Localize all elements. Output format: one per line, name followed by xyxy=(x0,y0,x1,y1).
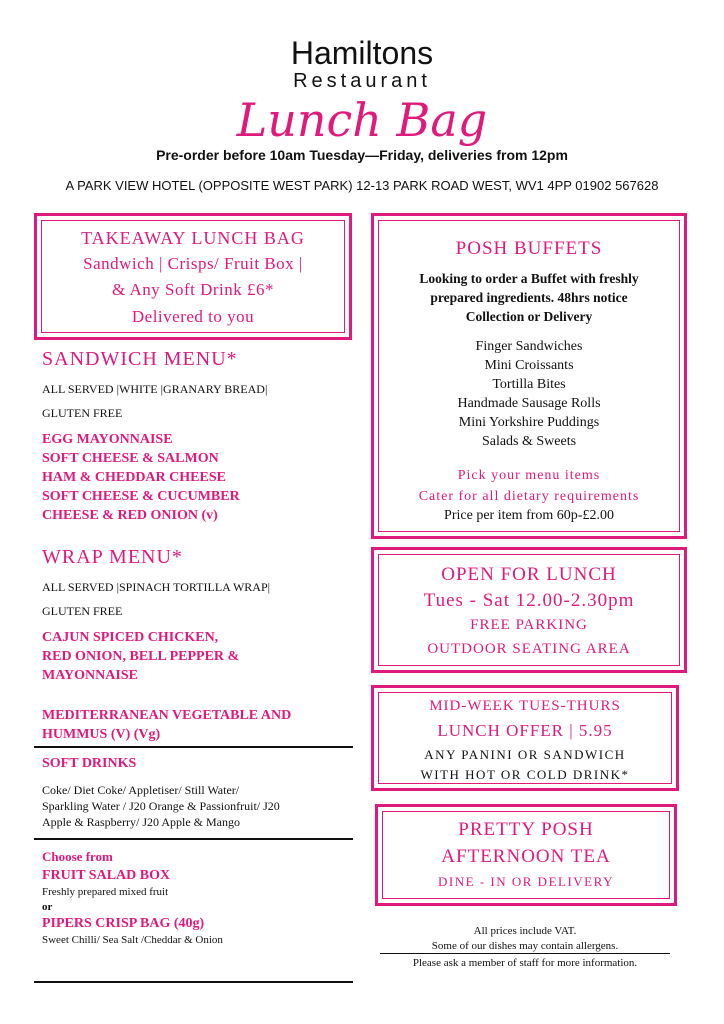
takeaway-box xyxy=(34,213,352,340)
fruit-salad-title: FRUIT SALAD BOX xyxy=(42,868,171,883)
menu-item: HAM & CHEDDAR CHEESE xyxy=(42,470,226,485)
open-heading: OPEN FOR LUNCH xyxy=(441,564,617,585)
drinks-line: Coke/ Diet Coke/ Appletiser/ Still Water/ xyxy=(42,783,240,797)
open-for-lunch-box xyxy=(371,547,687,673)
wrap-heading: WRAP MENU* xyxy=(42,546,183,568)
choose-section xyxy=(42,848,223,948)
takeaway-heading: TAKEAWAY LUNCH BAG xyxy=(81,228,305,248)
posh-buffets-box xyxy=(371,213,687,539)
menu-item-line: RED ONION, BELL PEPPER & xyxy=(42,649,240,664)
posh-pick: Pick your menu items xyxy=(457,468,601,483)
drinks-list xyxy=(42,782,280,830)
or-label: or xyxy=(42,901,53,913)
buffet-item: Mini Croissants xyxy=(484,358,574,373)
menu-item-line: MAYONNAISE xyxy=(42,668,138,683)
menu-item: CHEESE & RED ONION (v) xyxy=(42,508,218,523)
divider xyxy=(34,981,353,983)
menu-item: EGG MAYONNAISE xyxy=(42,432,173,447)
open-seating: OUTDOOR SEATING AREA xyxy=(427,641,631,657)
menu-item-line: HUMMUS (V) (Vg) xyxy=(42,727,161,742)
divider xyxy=(34,746,353,748)
tea-heading: AFTERNOON TEA xyxy=(441,846,611,867)
crisp-bag-desc: Sweet Chilli/ Sea Salt /Cheddar & Onion xyxy=(42,934,223,946)
menu-item-line: CAJUN SPICED CHICKEN, xyxy=(42,630,219,645)
tea-heading: PRETTY POSH xyxy=(458,819,594,840)
wrap-item-mediterranean xyxy=(42,706,291,744)
buffet-item: Salads & Sweets xyxy=(481,434,577,449)
midweek-line: ANY PANINI OR SANDWICH xyxy=(424,747,626,762)
midweek-line: MID-WEEK TUES-THURS xyxy=(429,698,621,714)
posh-intro: prepared ingredients. 48hrs notice xyxy=(430,290,628,305)
crisp-bag-title: PIPERS CRISP BAG (40g) xyxy=(42,916,205,931)
midweek-offer: LUNCH OFFER | 5.95 xyxy=(437,721,613,740)
page-title: Lunch Bag xyxy=(236,93,488,147)
tea-dine: DINE - IN OR DELIVERY xyxy=(438,874,614,889)
posh-cater: Cater for all dietary requirements xyxy=(418,489,640,504)
fruit-salad-desc: Freshly prepared mixed fruit xyxy=(42,886,169,898)
footer-allergens: Some of our dishes may contain allergens. xyxy=(380,939,670,954)
preorder-notice: Pre-order before 10am Tuesday—Friday, deliveries from 12pm xyxy=(156,147,568,163)
drinks-line: Apple & Raspberry/ J20 Apple & Mango xyxy=(42,815,240,829)
open-parking: FREE PARKING xyxy=(470,617,588,633)
choose-label: Choose from xyxy=(42,849,113,864)
posh-heading: POSH BUFFETS xyxy=(455,238,603,259)
posh-price: Price per item from 60p-£2.00 xyxy=(444,508,614,523)
wrap-gluten: GLUTEN FREE xyxy=(42,604,123,618)
sandwich-heading: SANDWICH MENU* xyxy=(42,348,238,370)
buffet-item: Finger Sandwiches xyxy=(475,339,583,354)
sandwich-served: ALL SERVED |WHITE |GRANARY BREAD| xyxy=(42,382,268,396)
footer-vat: All prices include VAT. xyxy=(473,925,577,937)
restaurant-name: Hamiltons xyxy=(290,35,434,71)
wrap-item-cajun xyxy=(42,628,239,685)
restaurant-subtitle: Restaurant xyxy=(293,70,431,92)
open-hours: Tues - Sat 12.00-2.30pm xyxy=(423,590,635,611)
afternoon-tea-box xyxy=(375,804,677,906)
divider xyxy=(34,838,353,840)
buffet-item: Mini Yorkshire Puddings xyxy=(458,415,600,430)
menu-item: SOFT CHEESE & SALMON xyxy=(42,451,219,466)
posh-intro: Looking to order a Buffet with freshly xyxy=(419,271,639,286)
menu-item-line: MEDITERRANEAN VEGETABLE AND xyxy=(42,708,292,723)
menu-item: SOFT CHEESE & CUCUMBER xyxy=(42,489,240,504)
footer-staff: Please ask a member of staff for more information. xyxy=(412,957,638,969)
buffet-item: Handmade Sausage Rolls xyxy=(457,396,601,411)
drinks-line: Sparkling Water / J20 Orange & Passionfruit/ J20 xyxy=(42,799,280,813)
buffet-item: Tortilla Bites xyxy=(492,377,566,392)
drinks-heading: SOFT DRINKS xyxy=(42,756,137,771)
takeaway-line: & Any Soft Drink £6* xyxy=(111,280,275,299)
takeaway-line: Delivered to you xyxy=(131,307,255,326)
midweek-line: WITH HOT OR COLD DRINK* xyxy=(420,767,630,782)
wrap-served: ALL SERVED |SPINACH TORTILLA WRAP| xyxy=(42,580,271,594)
sandwich-gluten: GLUTEN FREE xyxy=(42,406,123,420)
midweek-offer-box xyxy=(371,685,679,791)
address-line: A PARK VIEW HOTEL (OPPOSITE WEST PARK) 12-13 PARK ROAD WEST, WV1 4PP 01902 567628 xyxy=(65,178,659,193)
takeaway-line: Sandwich | Crisps/ Fruit Box | xyxy=(83,254,303,273)
posh-intro: Collection or Delivery xyxy=(465,309,593,324)
sandwich-list xyxy=(42,430,240,525)
